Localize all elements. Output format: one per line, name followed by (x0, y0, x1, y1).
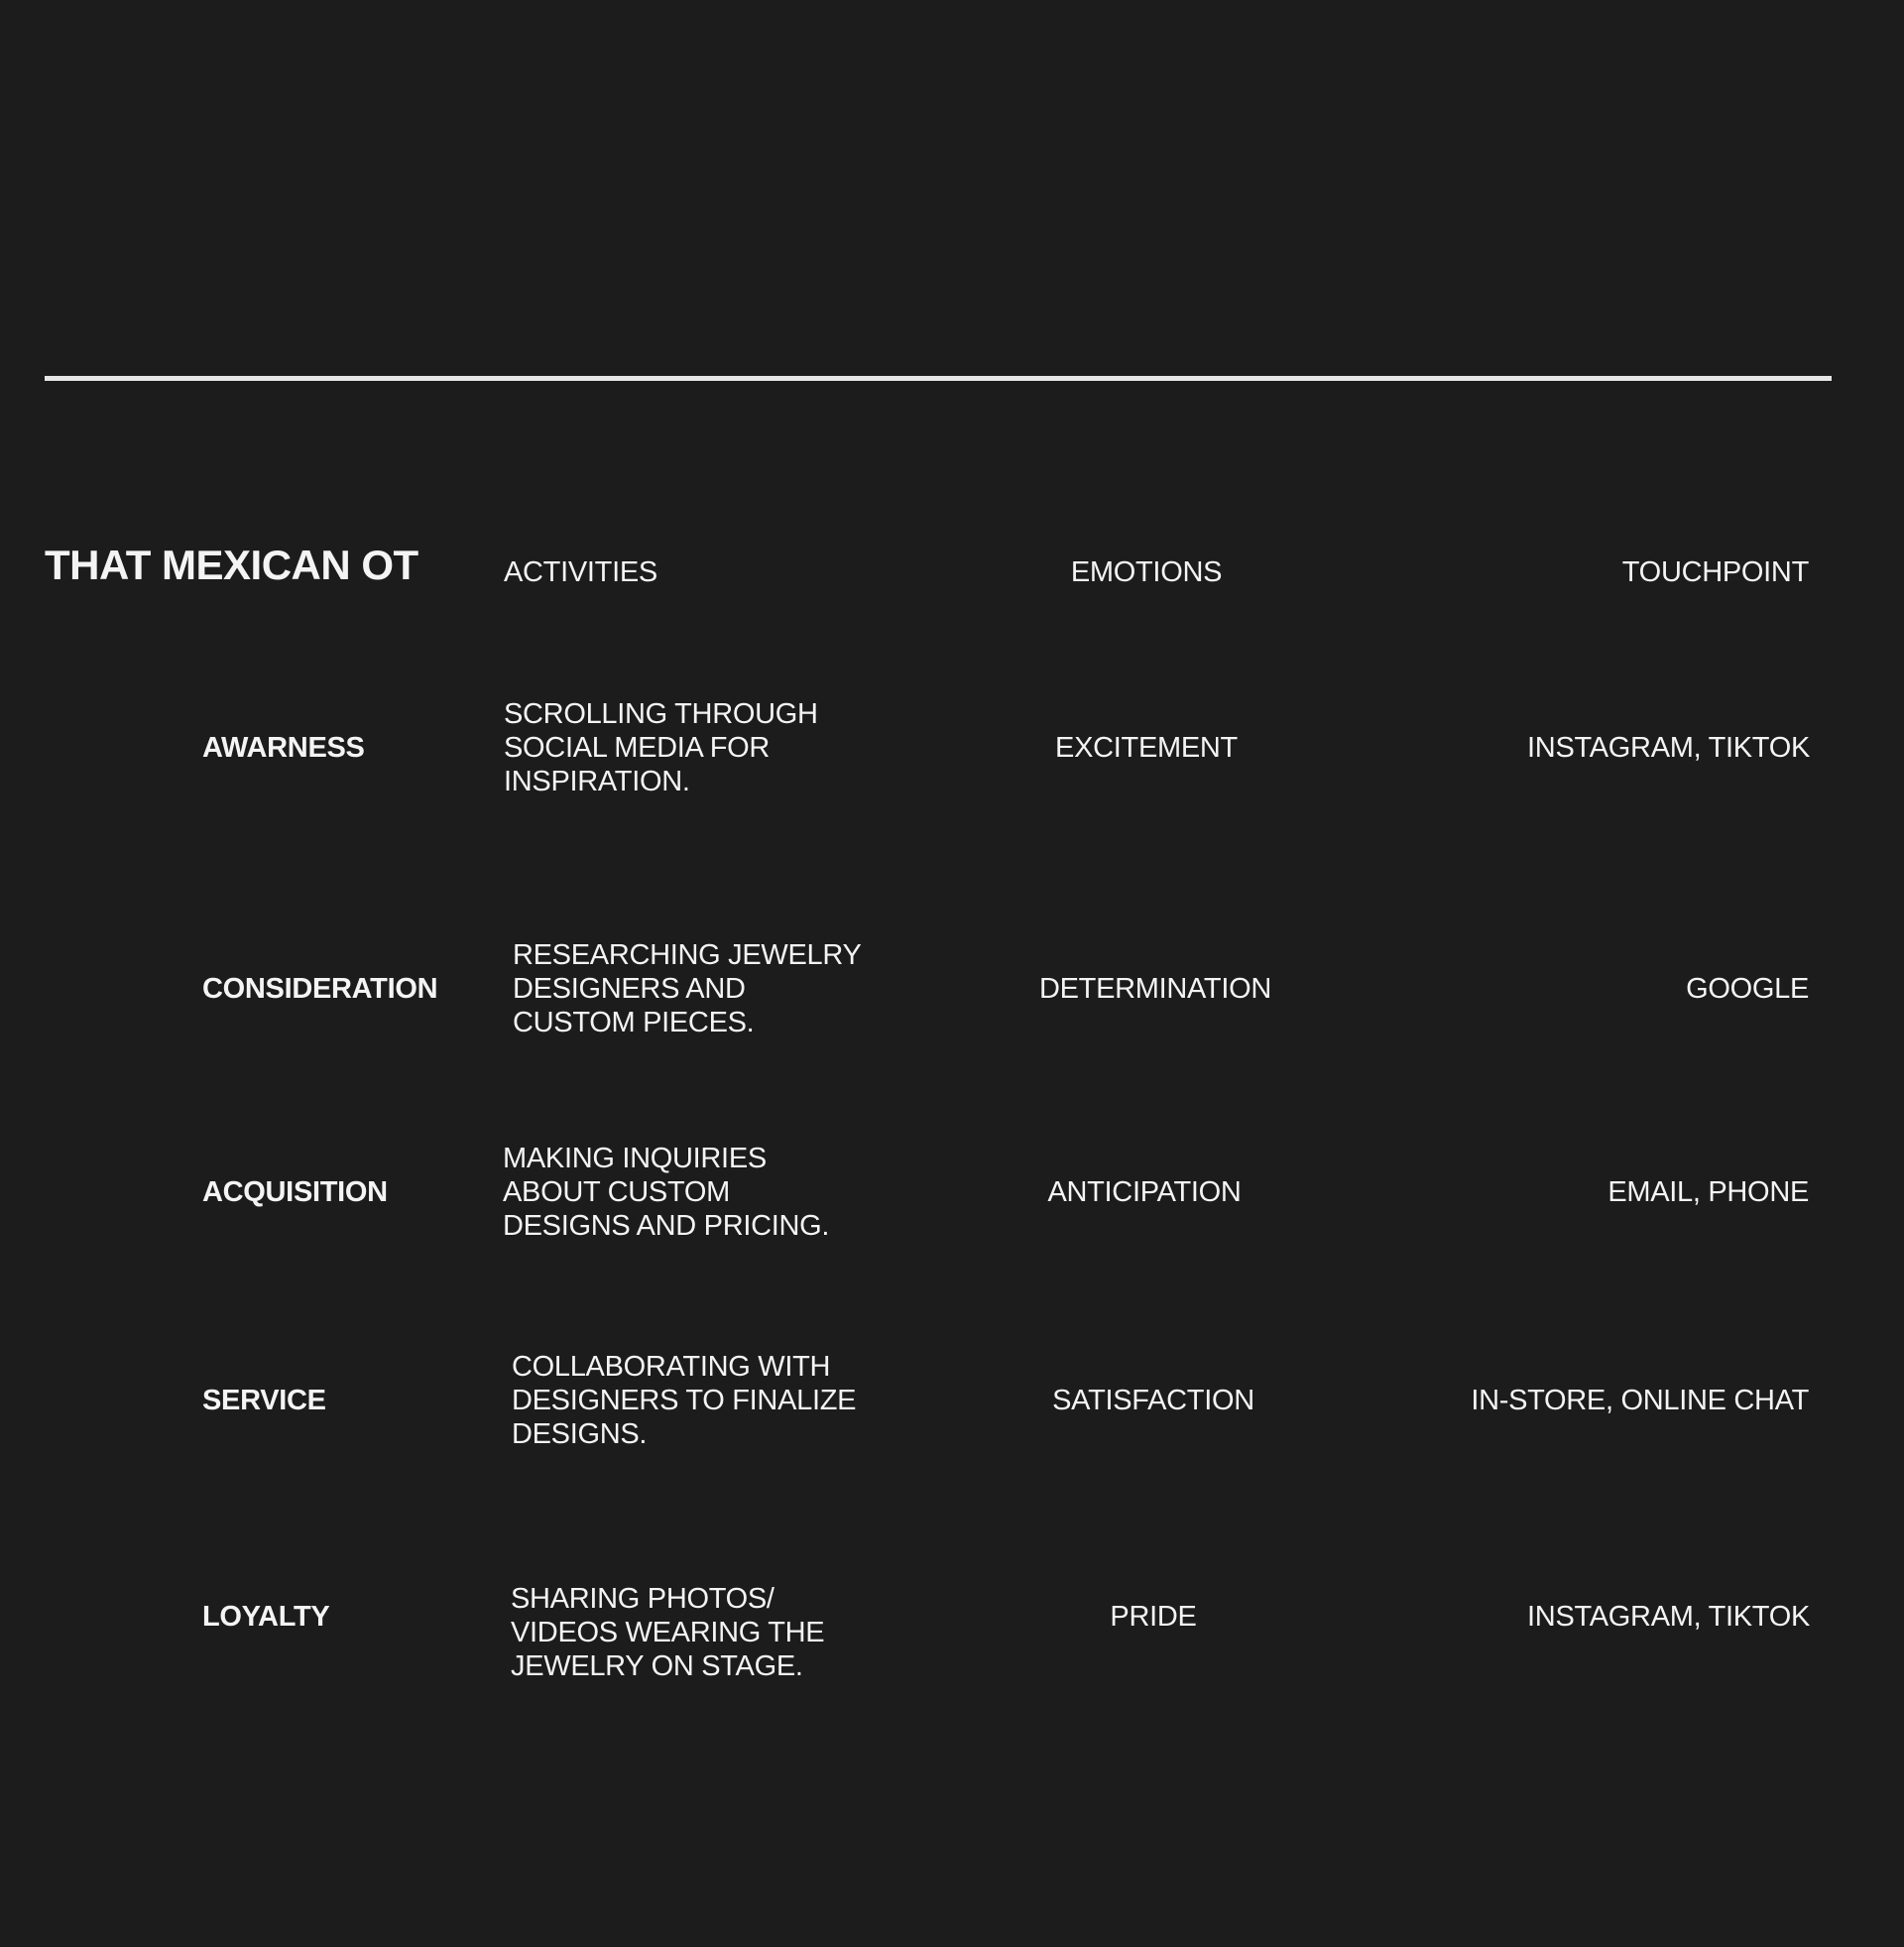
stage-label: LOYALTY (202, 1601, 330, 1633)
emotion-text: EXCITEMENT (1055, 732, 1238, 764)
touchpoint-text: INSTAGRAM, TIKTOK (1527, 1601, 1810, 1633)
activity-text: COLLABORATING WITH DESIGNERS TO FINALIZE DESIGNS. (512, 1351, 857, 1450)
header-emotions: EMOTIONS (1070, 556, 1223, 588)
emotion-text: DETERMINATION (1038, 973, 1272, 1005)
stage-label: SERVICE (202, 1385, 326, 1416)
touchpoint-text: IN-STORE, ONLINE CHAT (1471, 1385, 1809, 1416)
stage-label: ACQUISITION (202, 1176, 388, 1208)
activity-text: SCROLLING THROUGH SOCIAL MEDIA FOR INSPIRATION. (504, 698, 818, 797)
emotion-text: PRIDE (1110, 1601, 1197, 1633)
stage-label: AWARNESS (202, 732, 365, 764)
header-activities: ACTIVITIES (504, 556, 657, 588)
activity-text: MAKING INQUIRIES ABOUT CUSTOM DESIGNS AND PRICING. (503, 1143, 830, 1242)
emotion-text: ANTICIPATION (1047, 1176, 1242, 1208)
activity-text: RESEARCHING JEWELRY DESIGNERS AND CUSTOM PIECES. (513, 939, 862, 1038)
brand-title: THAT MEXICAN OT (45, 542, 418, 588)
emotion-text: SATISFACTION (1052, 1385, 1254, 1416)
touchpoint-text: GOOGLE (1686, 973, 1809, 1005)
touchpoint-text: INSTAGRAM, TIKTOK (1527, 732, 1810, 764)
stage-label: CONSIDERATION (202, 973, 438, 1005)
activity-text: SHARING PHOTOS/ VIDEOS WEARING THE JEWELRY ON STAGE. (511, 1583, 825, 1682)
header-touchpoint: TOUCHPOINT (1621, 556, 1809, 588)
touchpoint-text: EMAIL, PHONE (1607, 1176, 1809, 1208)
header-divider (45, 376, 1832, 381)
